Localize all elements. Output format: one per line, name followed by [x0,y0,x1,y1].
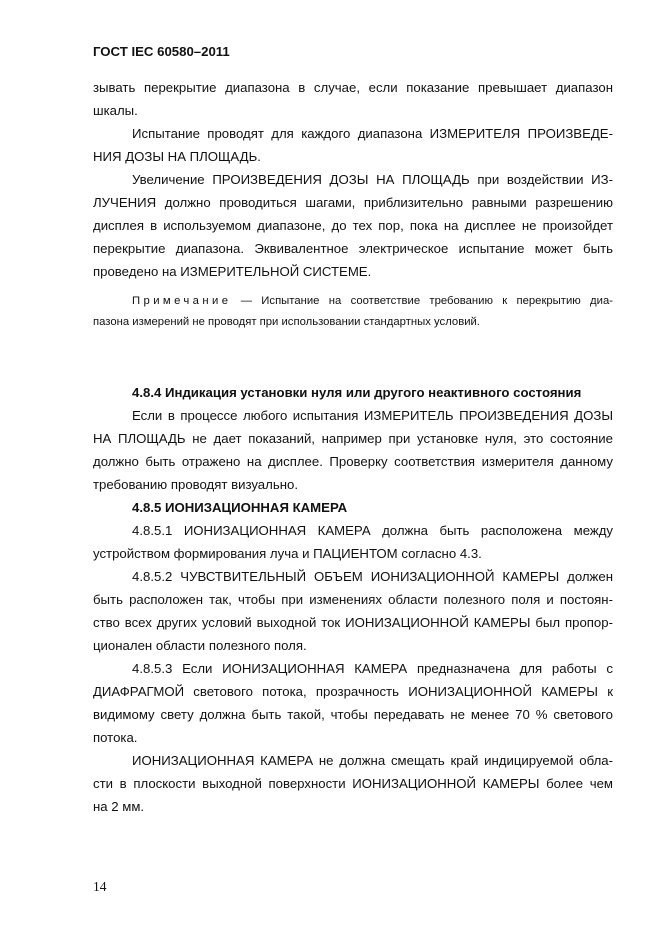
text-line: потока. [93,730,138,745]
text-line: зывать перекрытие диапазона в случае, если показание превышает диапазон [93,80,613,95]
text-line: Испытание проводят для каждого диапазона ИЗМЕРИТЕЛЯ ПРОИЗВЕДЕ- [132,126,613,141]
text-line: быть расположен так, чтобы при изменениях области полезного поля и постоян- [93,592,613,607]
text-line: Если в процессе любого испытания ИЗМЕРИТЕЛЬ ПРОИЗВЕДЕНИЯ ДОЗЫ [132,408,613,423]
text-line: НА ПЛОЩАДЬ не дает показаний, например при установке нуля, это состояние [93,431,613,446]
text-line: сти в плоскости выходной поверхности ИОНИЗАЦИОННОЙ КАМЕРЫ более чем [93,776,613,791]
text-line: видимому свету должна быть такой, чтобы передавать не менее 70 % светового [93,707,613,722]
text-line: ЛУЧЕНИЯ должно проводиться шагами, приблизительно равными разрешению [93,195,613,210]
document-header: ГОСТ IEC 60580–2011 [93,44,230,59]
text-line: ционален области полезного поля. [93,638,307,653]
note-line [132,293,613,309]
text-line: ИОНИЗАЦИОННАЯ КАМЕРА не должна смещать край индицируемой обла- [132,753,613,768]
note-text: — Испытание на соответствие требованию к перекрытию диа- [240,295,614,307]
text-line: 4.8.5.3 Если ИОНИЗАЦИОННАЯ КАМЕРА предназначена для работы с [132,661,613,676]
note-line: пазона измерений не проводят при использовании стандартных условий. [93,316,480,328]
text-line: 4.8.5.2 ЧУВСТВИТЕЛЬНЫЙ ОБЪЕМ ИОНИЗАЦИОННОЙ КАМЕРЫ должен [132,569,613,584]
text-line: Увеличение ПРОИЗВЕДЕНИЯ ДОЗЫ НА ПЛОЩАДЬ при воздействии ИЗ- [132,172,613,187]
page-number: 14 [93,879,107,894]
section-heading-4-8-5: 4.8.5 ИОНИЗАЦИОННАЯ КАМЕРА [132,500,348,515]
note-label: Примечание [132,295,232,307]
text-line: шкалы. [93,103,138,118]
text-line: НИЯ ДОЗЫ НА ПЛОЩАДЬ. [93,149,261,164]
text-line: проведено на ИЗМЕРИТЕЛЬНОЙ СИСТЕМЕ. [93,264,372,279]
text-line: устройством формирования луча и ПАЦИЕНТОМ согласно 4.3. [93,546,482,561]
text-line: дисплея в используемом диапазоне, до тех пор, пока на дисплее не произойдет [93,218,613,233]
text-line: ДИАФРАГМОЙ светового потока, прозрачность ИОНИЗАЦИОННОЙ КАМЕРЫ к [93,684,613,699]
text-line: ство всех других условий выходной ток ИОНИЗАЦИОННОЙ КАМЕРЫ был пропор- [93,615,613,630]
section-heading-4-8-4: 4.8.4 Индикация установки нуля или другого неактивного состояния [132,385,582,400]
text-line: 4.8.5.1 ИОНИЗАЦИОННАЯ КАМЕРА должна быть расположена между [132,523,613,538]
text-line: на 2 мм. [93,799,145,814]
text-line: требованию проводят визуально. [93,477,298,492]
text-line: перекрытие диапазона. Эквивалентное электрическое испытание может быть [93,241,613,256]
text-line: должно быть отражено на дисплее. Проверку соответствия измерителя данному [93,454,613,469]
